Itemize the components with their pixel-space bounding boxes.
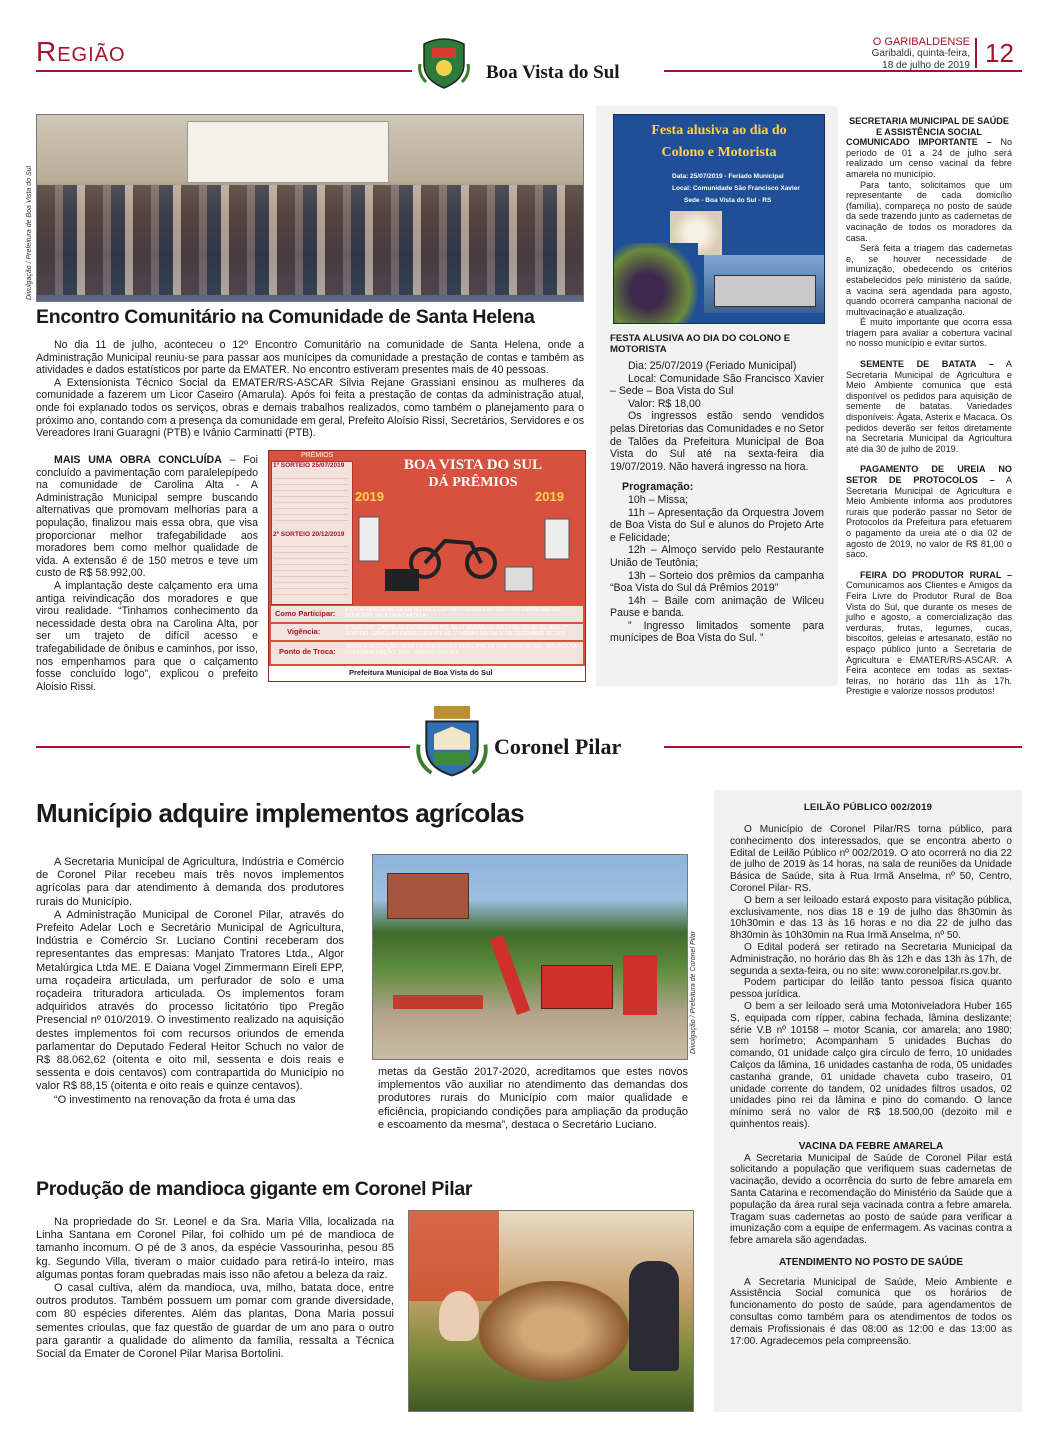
notice-sub: COMUNICADO IMPORTANTE –	[846, 137, 992, 148]
premios-ad	[268, 450, 586, 682]
festa-line: Valor: R$ 18,00	[628, 397, 701, 410]
notice: Para tanto, solicitamos que um representante de cada domicílio (família), compareça no posto de saúde da sede trazendo junto as cadernetas de vacinação de todos os moradores da casa.	[846, 179, 1012, 243]
program-item: 13h – Sorteio dos prêmios da campanha “Boa Vista do Sul dá Prêmios 2019”	[610, 569, 824, 595]
paragraph: A Secretaria Municipal de Agricultura, Indústria e Comércio de Coronel Pilar recebeu mais três novos implementos agrícolas para dar atendimento à demanda dos produtores rurais do Município.	[36, 856, 344, 908]
photo-credit: Divulgação / Prefeitura de Boa Vista do Sul	[26, 165, 33, 300]
paragraph: O casal cultiva, além da mandioca, uva, milho, batata doce, entre outros produtos. Também possuem um pomar com grande diversidade, com 80 espécies diferentes. Além das plantas, Dona Maria possui sementes crioulas, que faz questão de guardar de um ano para o outro para garantir a qualidade do alimento da família, ressalta a Técnica Social da Emater de Coronel Pilar Marisa Bortolini.	[36, 1282, 394, 1361]
sorteio-2: 2º SORTEIO 20/12/2019	[273, 531, 345, 538]
como-text: A CADA R$ 50,00 REAIS EM NOTAS E CUPONS FISCAIS EMITIDOS POR EMPRESAS DO MUNICÍPIO. VALE UMA CARTELA.	[345, 607, 561, 619]
page-number: 12	[985, 38, 1014, 68]
right-column	[846, 116, 1012, 697]
notice	[846, 137, 1012, 179]
notice	[846, 464, 1012, 559]
community-meeting-photo	[36, 114, 584, 302]
implementos-photo	[372, 854, 688, 1060]
mandioca-body	[36, 1216, 394, 1361]
troca-text: JUNTO À RECEPÇÃO, SEDE DA PREFEITURA MUNICIPAL DE BOA VISTA DO SUL, SITUADA NA RUA EMANCIPAÇÃO, 2470 - BAIRRO CENTRO.	[345, 644, 577, 656]
vigencia-text: 1º SORTEIO: CARTELAS ENTREGUES ATÉ ÀS 17 HORAS DO DIA 24 DE JULHO DE 2019. 2º SORTEIO: CARTELAS ENTREGUES ATÉ ÀS 17 HORAS DO DIA 20 DE DEZEMBRO DE 2019	[345, 625, 568, 637]
notice-head: FEIRA DO PRODUTOR RURAL –	[860, 569, 1012, 580]
poster-data: Data: 25/07/2019 - Feriado Municipal	[672, 173, 784, 180]
notice	[846, 570, 1012, 697]
coronel-pilar-crest-icon	[416, 706, 488, 778]
section-title: Região	[36, 36, 126, 67]
implementos-title: Município adquire implementos agrícolas	[36, 798, 525, 828]
notice-head: SEMENTE DE BATATA –	[860, 359, 994, 370]
festa-info	[610, 360, 824, 645]
troca-label: Ponto de Troca:	[279, 647, 336, 656]
header-rule-left	[36, 70, 412, 72]
program-item: ” Ingresso limitados somente para munícipes de Boa Vista do Sul. ”	[610, 619, 824, 645]
paragraph: A Administração Municipal de Coronel Pilar, através do Prefeito Adelar Loch e Secretário Municipal de Agricultura, Indústria e Comércio Sr. Luciano Contini receberam dos representantes das empresas: Manjato Tratores Ltda., Algor Metalúrgica Ltda ME. E Daiana Vogel Zimmermann Eireli EPP, uma roçadeira articulada, um perfurador de solo e uma roçadeira trituradora articulada. Os implementos foram adquiridos através do processo licitatório tipo Pregão Presencial nº 010/2019. O investimento realizado na aquisição destes implementos foi com recursos oriundos de emenda parlamentar do Deputado Federal Heitor Schuch no valor de R$ 88.062,62 (oitenta e oito mil, sessenta e dois reais e sessenta e dois centavos) com contrapartida do Município no valor R$ 88,15 (oitenta e oito reais e quinze centavos).	[36, 908, 344, 1093]
section-rule-right	[664, 746, 1022, 748]
mandioca-title: Produção de mandioca gigante em Coronel Pilar	[36, 1178, 473, 1200]
implementos-continuation: metas da Gestão 2017-2020, acreditamos que estes novos implementos vão auxiliar no atendimento das demandas dos produtores rurais do Município com maior qualidade e eficiência, propiciando condições para ampliação da produção e escoamento da mesma”, destaca o Secretário Luciano.	[378, 1066, 688, 1131]
como-label: Como Participar:	[275, 609, 336, 618]
coronel-municipality-name: Coronel Pilar	[494, 734, 622, 759]
leilao-heading: LEILÃO PÚBLICO 002/2019	[803, 802, 933, 813]
implementos-photo-credit: Divulgação / Prefeitura de Coronel Pilar	[690, 931, 697, 1054]
vacina-heading: VACINA DA FEBRE AMARELA	[798, 1140, 944, 1152]
municipality-name: Boa Vista do Sul	[486, 62, 620, 83]
poster-title-2: Colono e Motorista	[661, 145, 777, 160]
premios-label: PRÊMIOS	[301, 452, 334, 459]
notice-text: No período de 01 a 24 de julho será realizado um censo vacinal da febre amarela no município.	[846, 137, 1012, 179]
paragraph: Na propriedade do Sr. Leonel e da Sra. Maria Villa, localizada na Linha Santana em Coronel Pilar, foi colhido um pé de mandioca de tamanho incomum. O pé de 3 anos, da espécie Vassourinha, pesou 85 kg. Segundo Villa, tiveram o maior cuidado para retirá-lo inteiro, mas algumas pontas foram quebradas mais isso não afetou a beleza da raiz.	[36, 1216, 394, 1281]
notice-text: A Secretaria Municipal de Agricultura e Meio Ambiente informa aos produtores rurais que poderão passar no Setor de Protocolos da Prefeitura para efetuarem o pagamento da ureia até o dia 02 de agosto de 2019, no valor de R$ 81,00 o saco.	[846, 475, 1012, 560]
paragraph: O bem a ser leiloado estará exposto para visitação pública, exclusivamente, nos dias 18 e 19 de julho das 8h30min às 10h30min e das 13 às 16 horas e no dia 22 de julho das 8h30min às 10h30min na Rua Irmã Anselma, nº 50.	[730, 894, 1012, 942]
obra-lead: MAIS UMA OBRA CONCLUÍDA	[54, 454, 222, 466]
program-item: 10h – Missa;	[628, 493, 689, 506]
vigencia-label: Vigência:	[287, 627, 321, 636]
dateline: Garibaldi, quinta-feira,	[871, 48, 970, 59]
leilao-body	[730, 824, 1012, 1347]
paragraph: O Edital poderá ser retirado na Secretaria Municipal da Administração, no horário das 8h às 12h e das 13h às 17h, de segunda a sexta-feira, ou no site: www.coronelpilar.rs.gov.br.	[730, 941, 1012, 977]
festa-heading: FESTA ALUSIVA AO DIA DO COLONO E MOTORISTA	[610, 333, 791, 356]
date: 18 de julho de 2019	[882, 60, 970, 71]
paragraph	[36, 454, 258, 580]
notice: É muito importante que ocorra essa triagem para avaliar a cobertura vacinal no nosso município e evitar surtos.	[846, 317, 1012, 349]
top-story-title: Encontro Comunitário na Comunidade de Santa Helena	[36, 306, 535, 328]
notice: Será feita a triagem das cadernetas e, se houver necessidade de imunização, obedecendo os critérios estabelecidos pelo ministério da saúde, a vacina será agendada para agosto, quando ocorrerá campanha nacional de multivacinação e atualização.	[846, 243, 1012, 317]
premios-year-right: 2019	[535, 489, 564, 504]
paragraph: A Extensionista Técnico Social da EMATER/RS-ASCAR Silvia Rejane Grassiani ensinou as mulheres da comunidade a fazerem um Licor Caseiro (Amarula). Após foi feita a prestação de contas da administração atual, onde foi explanado todos os serviços, obras e demais trabalhos realizados, como também o planejamento para o próximo ano, contando com a presença da comunidade em geral, Prefeito Aloísio Rissi, Secretários, Servidores e os Vereadores Irani Guaragni (PTB) e Ivânio Carminatti (PTB).	[36, 376, 584, 440]
festa-line: Dia: 25/07/2019 (Feriado Municipal)	[628, 360, 797, 372]
page-divider	[975, 38, 977, 68]
prizes-illustration-icon	[355, 507, 581, 603]
implementos-body	[36, 856, 344, 1107]
premios-title-1: BOA VISTA DO SUL	[403, 457, 543, 473]
paragraph: Podem participar do leilão tanto pessoa física quanto pessoa jurídica.	[730, 977, 1012, 1001]
notice-head: PAGAMENTO DE UREIA NO SETOR DE PROTOCOLOS –	[846, 464, 1012, 485]
paragraph: No dia 11 de julho, aconteceu o 12º Encontro Comunitário na comunidade de Santa Helena, onde a Administração Municipal reuniu-se para passar aos munícipes da comunidade a prestação de contas e também as atividades e dados estatísticos por parte da EMATER. No encontro estiveram presentes mais de 40 pessoas.	[36, 339, 584, 377]
obra-text: – Foi concluído a pavimentação com paralelepípedo na comunidade de Carolina Alta - A Administração Municipal sempre buscando alternativas que promovam melhorias para a população, finalizou mais essa obra, que visa proporcionar melhor trafegabilidade aos moradores bem como melhor qualidade de vida. A extensão é de 150 metros e teve um custo de R$ 58.992,00.	[36, 454, 258, 580]
premios-footer: Prefeitura Municipal de Boa Vista do Sul	[349, 668, 493, 677]
notice	[846, 359, 1012, 454]
notice-text: A Secretaria Municipal de Agricultura e Meio Ambiente comunica que está disponível os pedidos para aquisição de semente de batatas. Variedades disponíveis: Ágata, Asterix e Macaca. Os pedidos deverão ser feitos diretamente na Secretaria Municipal da Agricultura até dia 30 de julho de 2019.	[846, 359, 1012, 454]
premios-title-2: DÁ PRÊMIOS	[428, 475, 518, 490]
premios-year-left: 2019	[355, 489, 384, 504]
paper-name: O GARIBALDENSE	[872, 36, 970, 48]
top-story-body	[36, 339, 584, 440]
paragraph: A implantação deste calçamento era uma antiga reivindicação dos moradores e que virou realidade. “Tinhamos conhecimento da necessidade desta obra na Carolina Alta, por ser um trajeto de difícil acesso e trafegabilidade de ônibus e caminhos, por isso, nos empenhamos para que o calçamento fosse concluído logo”, explicou o prefeito Aloisio Rissi.	[36, 579, 258, 693]
program-item: 12h – Almoço servido pelo Restaurante União de Teutônia;	[610, 544, 824, 569]
paragraph: A Secretaria Municipal de Saúde, Meio Ambiente e Assistência Social comunica que os horários de funcionamento do posto de saúde, para agendamentos de consultas como também para os atendimentos de todos os demais Profissionais é das 08:00 as 12:00 e das 13:00 as 17:00. Agradecemos pela compreensão.	[730, 1276, 1012, 1347]
paragraph: “O investimento na renovação da frota é uma das	[54, 1093, 296, 1106]
poster-local: Local: Comunidade São Francisco Xavier	[672, 185, 800, 192]
program-item: 14h – Baile com animação de Wilceu Pause e banda.	[610, 594, 824, 620]
paragraph: A Secretaria Municipal de Saúde de Coronel Pilar está solicitando a população que verifiquem suas cadernetas de vacinação, devido a ocorrência do surto de febre amarela em Santa Catarina e recomendação do Ministério da Saúde que a população da área rural seja vacinada contra a febre amarela. Tragam suas cadernetas ao posto de saúde para verificar a imunização com a equipe de enfermagem. As vacinas contra a febre amarela são agendadas.	[730, 1152, 1012, 1247]
boa-vista-crest-icon	[416, 34, 472, 90]
paragraph: O bem a ser leiloado será uma Motoniveladora Huber 165 S, equipada com rípper, cabina fechada, lâmina deslizante; série V.B nº 10158 – motor Scania, cor amarela; ano 1980; sem horímetro; Acompanham 5 unidades Buchas do comando, 01 unidade calço gira círculo de ferro, 10 unidades Calços da lâmina, 16 unidades castanha de roda, 05 unidades castanha grande, 01 unidade chaveta cubo traseiro, 01 unidade corrente do tandem, 02 unidades filtros usados, 02 unidades pino rei da lâmina e pino do comando. O lance mínimo será no valor de R$ 18.500,00 (dezoito mil e quinhentos reais).	[730, 1000, 1012, 1130]
paragraph: O Município de Coronel Pilar/RS torna público, para conhecimento dos interessados, que se encontra aberto o Edital de Leilão Público nº 002/2019. O ato ocorrerá no dia 22 de julho de 2019 às 14 horas, na sala de reuniões da Unidade Básica de Saúde, sita à Rua Irmã Anselma, nº 50, Centro, Coronel Pilar- RS.	[730, 824, 1012, 894]
program-heading: Programação:	[622, 481, 694, 494]
atendimento-heading: ATENDIMENTO NO POSTO DE SAÚDE	[779, 1256, 963, 1268]
festa-line: Os ingressos estão sendo vendidos pelas Diretorias das Comunidades e no Setor de Talões da Prefeitura Municipal de Boa Vista do Sul até na sexta-feira dia 19/07/2019. Não haverá ingresso na hora.	[610, 410, 824, 473]
notice-text: Comunicamos aos Clientes e Amigos da Feira Livre do Produtor Rural de Boa Vista do Sul, que durante os meses de julho e agosto, a comercialização das verduras, frutas, legumes, cucas, biscoitos, geleias e artesanato, estão no espaço público junto a Secretaria de Agricultura e EMATER/RS-ASCAR. A Feira acontece em todas as sextas-feiras, no horário das 11h às 17h. Prestigie e valorize nossos produtos!	[846, 580, 1012, 697]
mandioca-photo	[408, 1210, 694, 1412]
program-item: 11h – Apresentação da Orquestra Jovem de Boa Vista do Sul e alunos do Projeto Arte e Felicidade;	[610, 506, 824, 544]
poster-title-1: Festa alusiva ao dia do	[651, 123, 787, 138]
festa-poster	[613, 114, 825, 324]
section-rule-left	[36, 746, 410, 748]
poster-sede: Sede - Boa Vista do Sul - RS	[684, 197, 772, 204]
obra-article	[36, 454, 258, 693]
notice-head: SECRETARIA MUNICIPAL DE SAÚDE E ASSISTÊNCIA SOCIAL	[849, 116, 1009, 137]
festa-line: Local: Comunidade São Francisco Xavier – Sede – Boa Vista do Sul	[610, 372, 824, 398]
sorteio-1: 1º SORTEIO 25/07/2019	[273, 462, 345, 469]
